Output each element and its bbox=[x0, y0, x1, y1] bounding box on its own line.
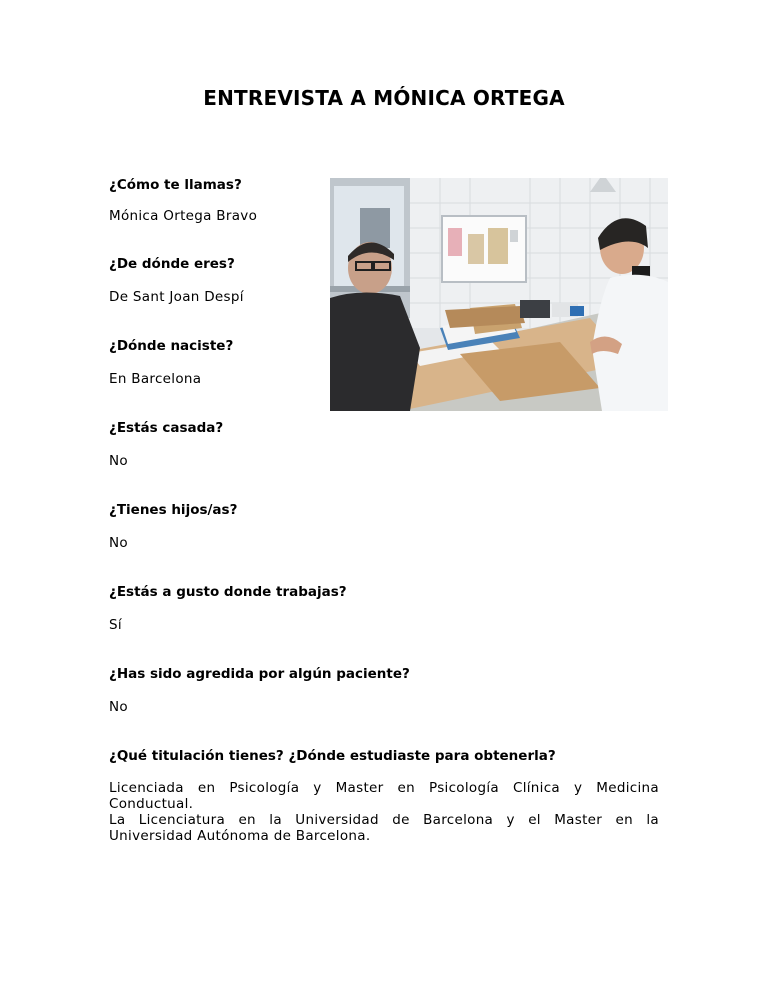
answer-degree bbox=[109, 780, 659, 844]
answer-aggression: No bbox=[109, 699, 128, 715]
question-birthplace: ¿Dónde naciste? bbox=[109, 338, 234, 354]
question-married: ¿Estás casada? bbox=[109, 420, 224, 436]
question-origin: ¿De dónde eres? bbox=[109, 256, 235, 272]
answer-married: No bbox=[109, 453, 128, 469]
question-name: ¿Cómo te llamas? bbox=[109, 177, 242, 193]
answer-degree-line: Universidad Autónoma de Barcelona. bbox=[109, 828, 371, 844]
answer-degree-line: Licenciada en Psicología y Master en Psicología Clínica y Medicina bbox=[109, 780, 659, 796]
answer-degree-line: Conductual. bbox=[109, 796, 194, 812]
interview-photo bbox=[330, 178, 668, 411]
page-title: ENTREVISTA A MÓNICA ORTEGA bbox=[203, 86, 565, 110]
question-children: ¿Tienes hijos/as? bbox=[109, 502, 238, 518]
answer-degree-line: La Licenciatura en la Universidad de Barcelona y el Master en la bbox=[109, 812, 659, 828]
answer-birthplace: En Barcelona bbox=[109, 371, 202, 387]
question-degree: ¿Qué titulación tienes? ¿Dónde estudiaste para obtenerla? bbox=[109, 748, 556, 764]
answer-origin: De Sant Joan Despí bbox=[109, 289, 244, 305]
question-aggression: ¿Has sido agredida por algún paciente? bbox=[109, 666, 410, 682]
answer-work: Sí bbox=[109, 617, 122, 633]
question-work: ¿Estás a gusto donde trabajas? bbox=[109, 584, 347, 600]
answer-children: No bbox=[109, 535, 128, 551]
answer-name: Mónica Ortega Bravo bbox=[109, 208, 258, 224]
